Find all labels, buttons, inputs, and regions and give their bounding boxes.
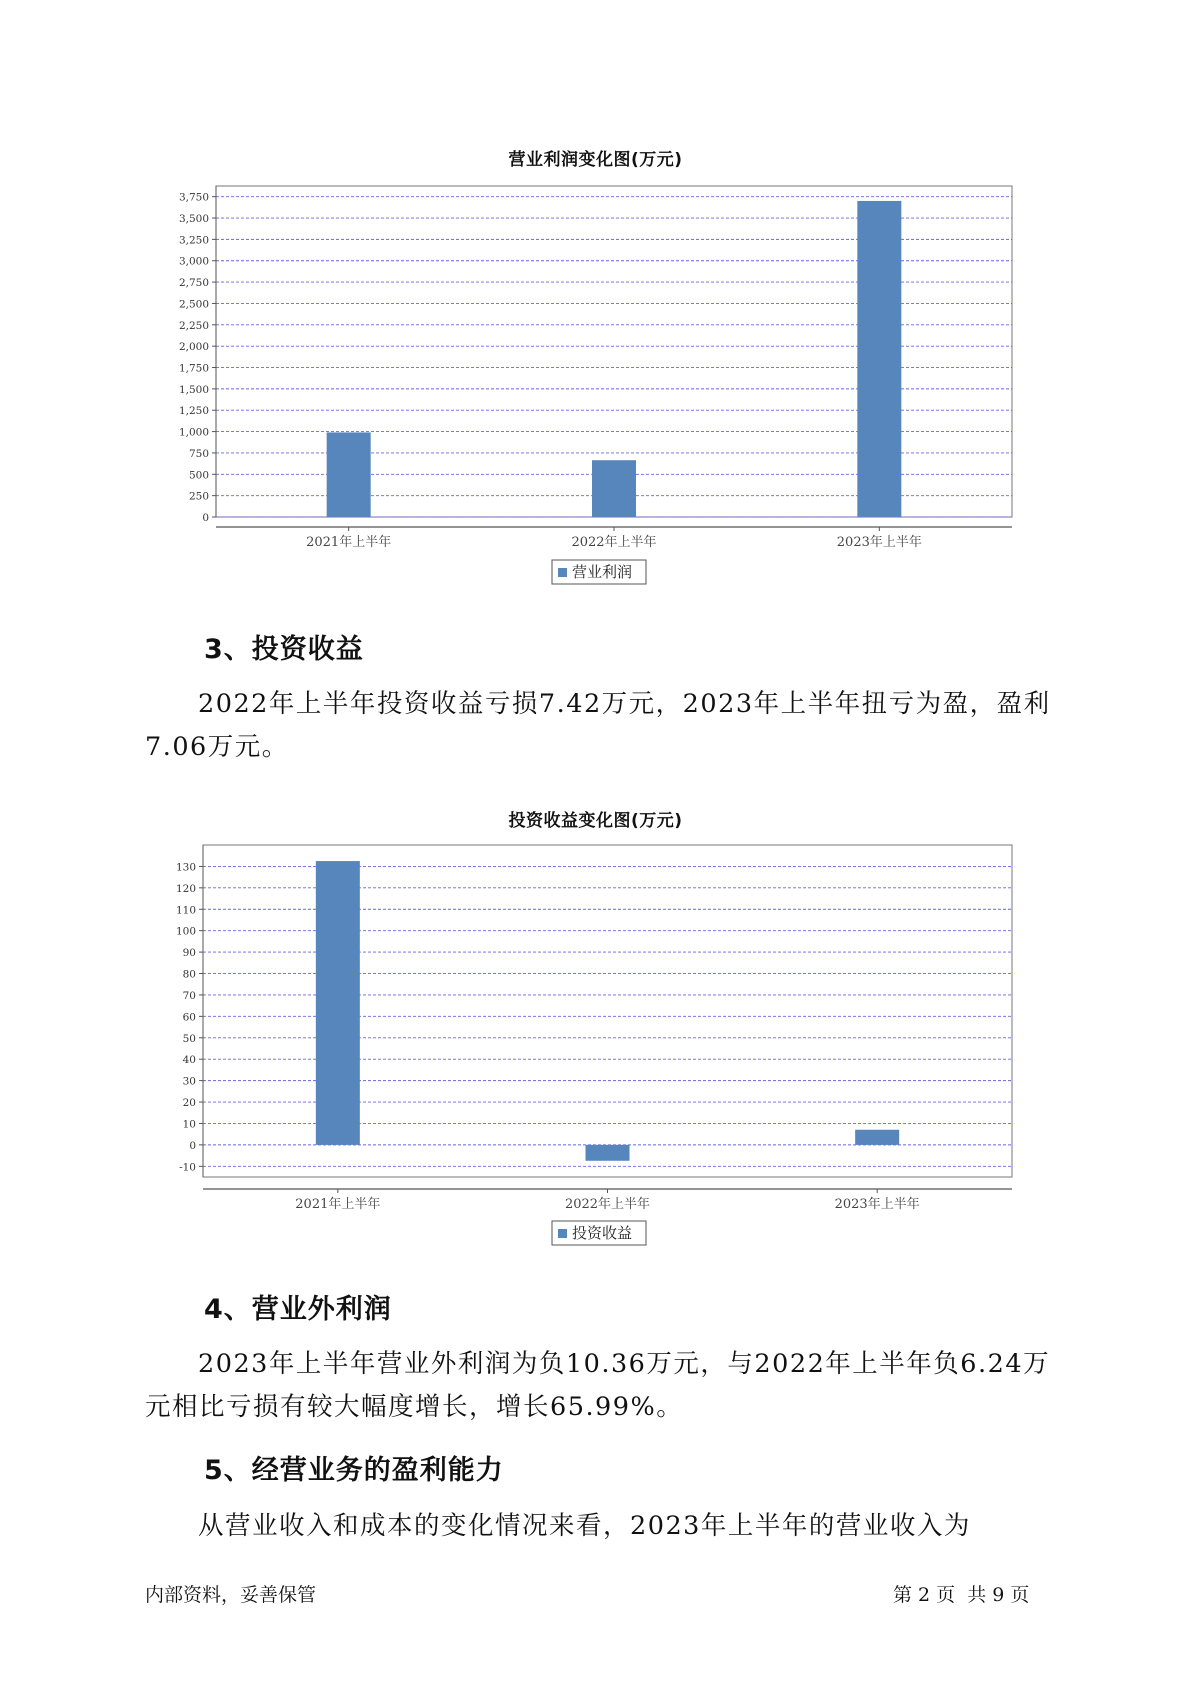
y-tick-label: 3,250 xyxy=(178,234,209,247)
section-4-heading: 4、营业外利润 xyxy=(204,1294,392,1325)
y-tick-label: 2,000 xyxy=(178,341,209,354)
bar-2022年上半年 xyxy=(586,1145,630,1161)
legend-swatch xyxy=(558,1229,567,1238)
y-tick-label: 3,000 xyxy=(178,255,209,268)
investment-income-chart xyxy=(0,600,1191,1260)
y-tick-label: 20 xyxy=(182,1097,196,1110)
bar-2021年上半年 xyxy=(316,861,360,1145)
bar-2022年上半年 xyxy=(592,460,636,517)
x-tick-label: 2023年上半年 xyxy=(834,1197,920,1212)
y-tick-label: 3,750 xyxy=(178,191,209,204)
section-3-paragraph: 2022年上半年投资收益亏损7.42万元，2023年上半年扭亏为盈，盈利7.06万元。 xyxy=(145,689,1051,762)
y-tick-label: 130 xyxy=(175,861,196,874)
y-tick-label: 2,250 xyxy=(178,319,209,332)
y-tick-label: 0 xyxy=(189,1139,196,1152)
chart-legend xyxy=(552,560,646,584)
x-tick-label: 2021年上半年 xyxy=(295,1197,381,1212)
y-tick-label: 1,750 xyxy=(178,362,209,375)
y-tick-label: 40 xyxy=(182,1054,196,1067)
section-3-heading: 3、投资收益 xyxy=(204,634,364,665)
y-tick-label: 500 xyxy=(188,469,209,482)
y-tick-label: 750 xyxy=(188,447,209,460)
x-tick-label: 2022年上半年 xyxy=(571,535,657,550)
x-tick-label: 2022年上半年 xyxy=(564,1197,651,1212)
bar-2023年上半年 xyxy=(855,1130,899,1145)
y-tick-label: 250 xyxy=(188,490,209,503)
chart2-title: 投资收益变化图(万元) xyxy=(508,811,683,831)
y-tick-label: 120 xyxy=(175,882,196,895)
x-tick-label: 2023年上半年 xyxy=(836,535,922,550)
y-tick-label: 80 xyxy=(182,968,196,981)
y-tick-label: 2,750 xyxy=(178,277,209,290)
y-tick-label: 1,000 xyxy=(178,426,209,439)
y-tick-label: 100 xyxy=(175,925,196,938)
y-tick-label: 2,500 xyxy=(178,298,209,311)
bar-2023年上半年 xyxy=(857,201,901,517)
legend-swatch xyxy=(558,568,567,577)
legend-label: 投资收益 xyxy=(572,1224,633,1242)
y-tick-label: 0 xyxy=(202,512,209,524)
y-tick-label: 50 xyxy=(182,1032,196,1045)
chart1-title: 营业利润变化图(万元) xyxy=(508,150,683,170)
y-tick-label: 1,250 xyxy=(178,405,209,418)
y-tick-label: 10 xyxy=(182,1118,196,1131)
x-tick-label: 2021年上半年 xyxy=(306,535,392,550)
footer-confidential: 内部资料，妥善保管 xyxy=(145,1584,317,1606)
footer-page-number: 第 2 页 共 9 页 xyxy=(893,1584,1030,1606)
y-tick-label: 60 xyxy=(182,1011,196,1024)
section-5-paragraph: 从营业收入和成本的变化情况来看，2023年上半年的营业收入为 xyxy=(198,1511,971,1541)
y-tick-label: 1,500 xyxy=(178,383,209,396)
legend-label: 营业利润 xyxy=(572,563,633,581)
y-tick-label: 3,500 xyxy=(178,213,209,226)
y-tick-label: 90 xyxy=(182,947,196,960)
chart-legend xyxy=(552,1221,646,1245)
operating-profit-chart xyxy=(0,0,1191,600)
y-tick-label: 30 xyxy=(182,1075,196,1088)
y-tick-label: 110 xyxy=(175,904,196,917)
y-tick-label: -10 xyxy=(179,1161,196,1174)
bar-2021年上半年 xyxy=(327,432,371,517)
y-tick-label: 70 xyxy=(182,989,196,1002)
section-4-paragraph: 2023年上半年营业外利润为负10.36万元，与2022年上半年负6.24万元相比亏损有较大幅度增长，增长65.99%。 xyxy=(145,1349,1051,1422)
section-5-heading: 5、经营业务的盈利能力 xyxy=(204,1455,504,1486)
